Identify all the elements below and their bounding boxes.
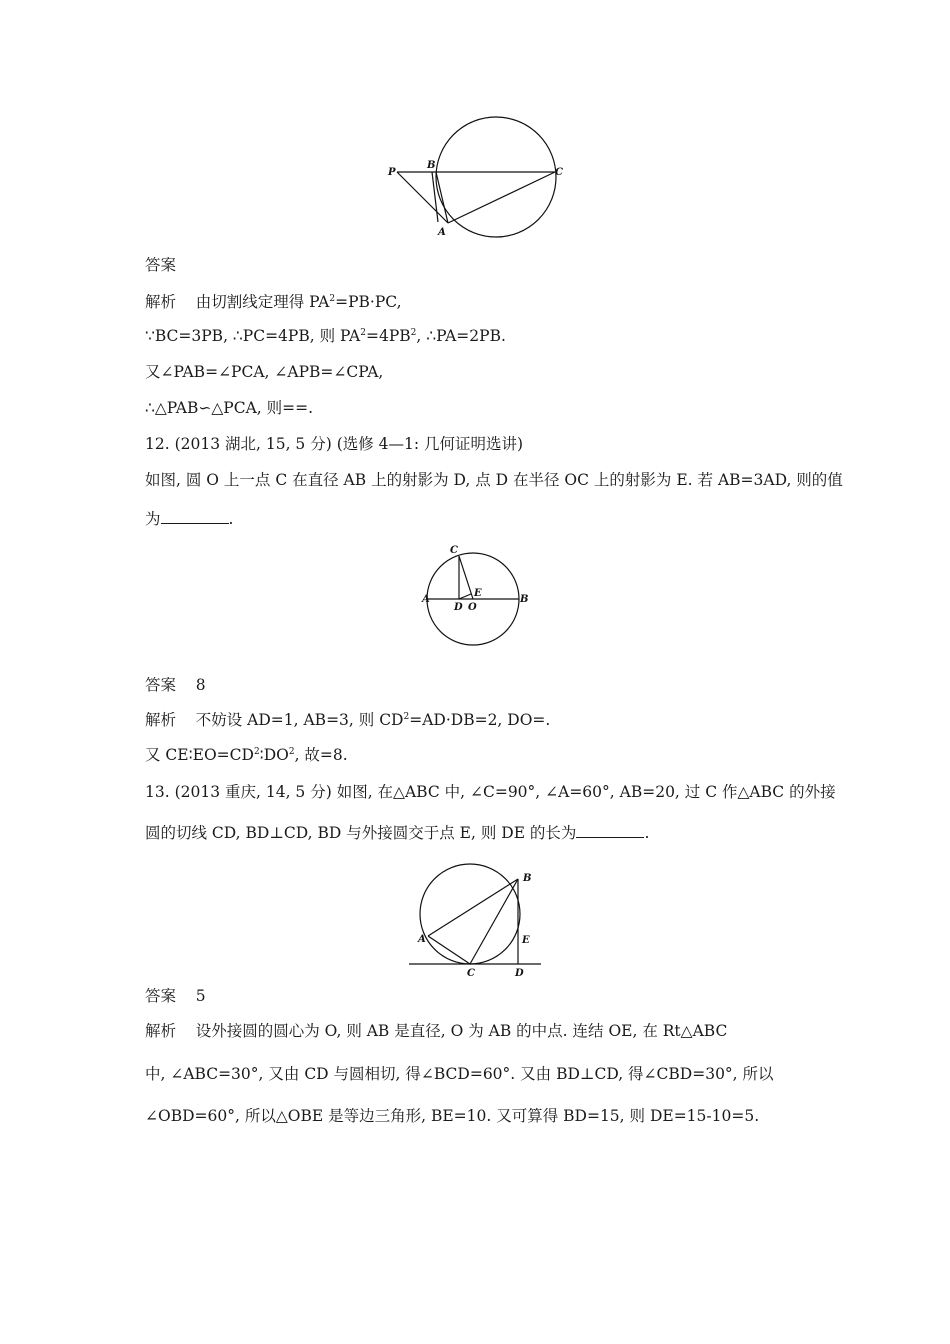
q12-analysis-line1: 解析 不妨设 AD=1, AB=3, 则 $CD^2=AD\cdot DB=2$, DO=.	[145, 711, 551, 729]
figure-tangent-secant	[380, 118, 580, 248]
label-B: B	[427, 160, 436, 171]
circle	[436, 117, 556, 237]
answer-blank	[161, 509, 229, 524]
label-C: C	[450, 545, 458, 556]
q13-analysis-line2: 中, ∠ABC=30°, 又由 CD 与圆相切, 得∠BCD=60°. 又由 BD⊥CD, 得∠CBD=30°, 所以	[145, 1065, 774, 1083]
q12-header: 12. (2013 湖北, 15, 5 分) (选修 4—1: 几何证明选讲)	[145, 435, 524, 453]
q12-answer-value: 8	[195, 676, 206, 694]
q11-answer-label: 答案	[145, 256, 177, 274]
label-B: B	[520, 594, 529, 605]
q12-stem-line1: 如图, 圆 O 上一点 C 在直径 AB 上的射影为 D, 点 D 在半径 OC 上的射影为 E. 若 AB=3AD, 则的值	[145, 471, 843, 489]
label-C: C	[555, 167, 563, 178]
q11-analysis-line4: ∴△PAB∽△PCA, 则==.	[145, 399, 314, 417]
label-D: D	[515, 968, 524, 979]
q12-answer-label: 答案	[145, 676, 177, 694]
label-O: O	[468, 602, 477, 613]
figure-inscribed-triangle	[405, 852, 550, 982]
q13-stem-line2: 圆的切线 CD, BD⊥CD, BD 与外接圆交于点 E, 则 DE 的长为 .	[145, 824, 650, 842]
label-E: E	[474, 588, 482, 599]
q13-analysis-label: 解析	[145, 1022, 177, 1040]
q13-analysis-line3: ∠OBD=60°, 所以△OBE 是等边三角形, BE=10. 又可算得 BD=15, 则 DE=15-10=5.	[145, 1107, 760, 1125]
q11-analysis-line1: 解析 由切割线定理得 $PA^2=PB\cdot PC$,	[145, 293, 402, 311]
label-A: A	[418, 934, 426, 945]
q13-answer-value: 5	[195, 987, 206, 1005]
q12-analysis-line2: 又 $CE∶EO=CD^2∶DO^2$, 故=8.	[145, 746, 348, 764]
q13-stem-line1: 13. (2013 重庆, 14, 5 分) 如图, 在△ABC 中, ∠C=90°, ∠A=60°, AB=20, 过 C 作△ABC 的外接	[145, 783, 836, 801]
q13-answer	[145, 986, 206, 1006]
label-A: A	[438, 227, 446, 238]
label-C: C	[467, 968, 475, 979]
answer-blank	[576, 823, 644, 838]
q12-stem-line2: 为 .	[145, 510, 234, 528]
figure-circle-projection	[418, 540, 538, 650]
q11-analysis-line3: 又∠PAB=∠PCA, ∠APB=∠CPA,	[145, 363, 384, 381]
q12-answer	[145, 675, 206, 695]
label-D: D	[454, 602, 463, 613]
q11-analysis-label: 解析	[145, 293, 177, 311]
q13-analysis-line1: 解析 设外接圆的圆心为 O, 则 AB 是直径, O 为 AB 的中点. 连结 OE, 在 Rt△ABC	[145, 1022, 728, 1040]
q11-analysis-line2: ∵BC=3PB, ∴PC=4PB, 则 $PA^2=4PB^2$, ∴PA=2PB.	[145, 327, 506, 345]
q13-answer-label: 答案	[145, 987, 177, 1005]
label-P: P	[388, 167, 396, 178]
label-E: E	[522, 935, 530, 946]
q12-analysis-label: 解析	[145, 711, 177, 729]
label-A: A	[422, 594, 430, 605]
label-B: B	[523, 873, 532, 884]
